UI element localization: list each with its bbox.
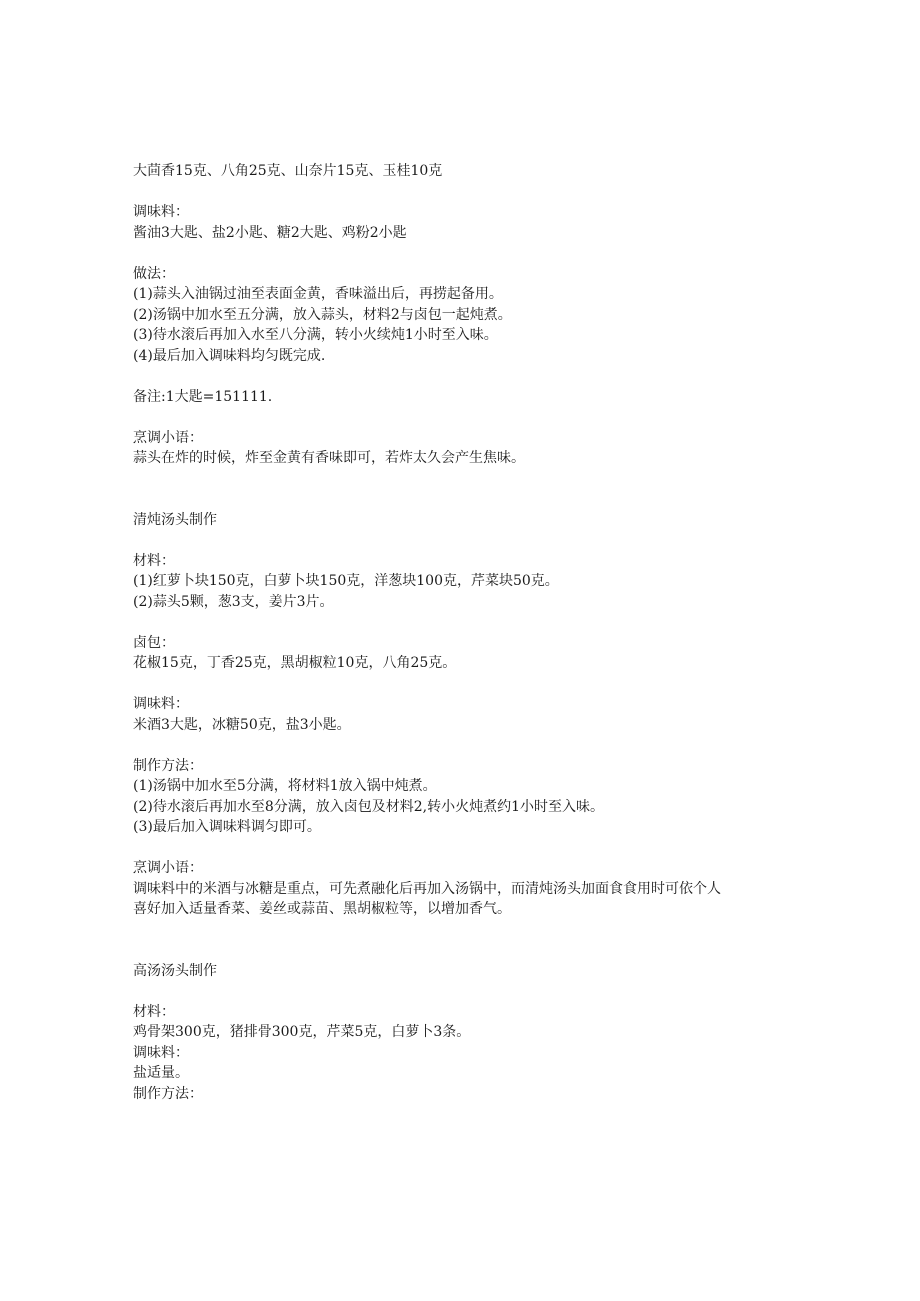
spacer — [133, 243, 793, 264]
document-page — [133, 161, 793, 1104]
spacer — [133, 407, 793, 428]
method-label: 制作方法： — [133, 1085, 203, 1102]
materials-item: (2)蒜头5颗，葱3支，姜片3片。 — [133, 593, 334, 610]
method-label: 制作方法： — [133, 757, 203, 774]
spacer — [133, 674, 793, 695]
spices-line: 大茴香15克、八角25克、山奈片15克、玉桂10克 — [133, 163, 443, 179]
section-title-clear-broth: 清炖汤头制作 — [133, 511, 217, 528]
materials-label: 材料： — [133, 1003, 175, 1020]
seasoning-label: 调味料： — [133, 696, 189, 712]
method-step: (1)汤锅中加水至5分满，将材料1放入锅中炖煮。 — [133, 778, 437, 794]
tip-label: 烹调小语： — [133, 860, 203, 876]
method-step: (2)汤锅中加水至五分满，放入蒜头，材料2与卤包一起炖煮。 — [133, 306, 512, 323]
materials-label: 材料： — [133, 552, 175, 569]
spacer — [133, 366, 793, 387]
spacer — [133, 838, 793, 859]
note-text: 备注:1大匙=151111. — [133, 388, 273, 405]
spacer — [133, 469, 793, 510]
spice-pack-text: 花椒15克，丁香25克，黑胡椒粒10克，八角25克。 — [133, 655, 457, 671]
spacer — [133, 182, 793, 203]
seasoning-text: 米酒3大匙，冰糖50克，盐3小匙。 — [133, 716, 351, 733]
tip-text: 调味料中的米酒与冰糖是重点，可先煮融化后再加入汤锅中，而清炖汤头加面食食用时可依个人 — [133, 880, 721, 897]
tip-label: 烹调小语： — [133, 429, 203, 446]
spacer — [133, 612, 793, 633]
tip-text: 喜好加入适量香菜、姜丝或蒜苗、黑胡椒粒等，以增加香气。 — [133, 901, 511, 917]
seasoning-text: 酱油3大匙、盐2小匙、糖2大匙、鸡粉2小匙 — [133, 224, 407, 241]
spacer — [133, 735, 793, 756]
seasoning-label: 调味料： — [133, 204, 189, 220]
materials-text: 鸡骨架300克，猪排骨300克，芹菜5克，白萝卜3条。 — [133, 1024, 471, 1040]
spice-pack-label: 卤包： — [133, 634, 175, 651]
section-title-stock: 高汤汤头制作 — [133, 962, 217, 979]
tip-text: 蒜头在炸的时候，炸至金黄有香味即可，若炸太久会产生焦味。 — [133, 450, 525, 466]
seasoning-label: 调味料： — [133, 1044, 189, 1061]
method-step: (2)待水滚后再加水至8分满，放入卤包及材料2,转小火炖煮约1小时至入味。 — [133, 798, 605, 815]
spacer — [133, 920, 793, 961]
seasoning-text: 盐适量。 — [133, 1065, 189, 1081]
method-step: (4)最后加入调味料均匀既完成. — [133, 347, 326, 364]
method-step: (3)最后加入调味料调匀即可。 — [133, 819, 321, 835]
method-step: (1)蒜头入油锅过油至表面金黄，香味溢出后，再捞起备用。 — [133, 286, 503, 302]
materials-item: (1)红萝卜块150克，白萝卜块150克，洋葱块100克，芹菜块50克。 — [133, 573, 559, 589]
method-step: (3)待水滚后再加入水至八分满，转小火续炖1小时至入味。 — [133, 327, 498, 343]
spacer — [133, 981, 793, 1002]
spacer — [133, 530, 793, 551]
method-label: 做法： — [133, 265, 175, 282]
